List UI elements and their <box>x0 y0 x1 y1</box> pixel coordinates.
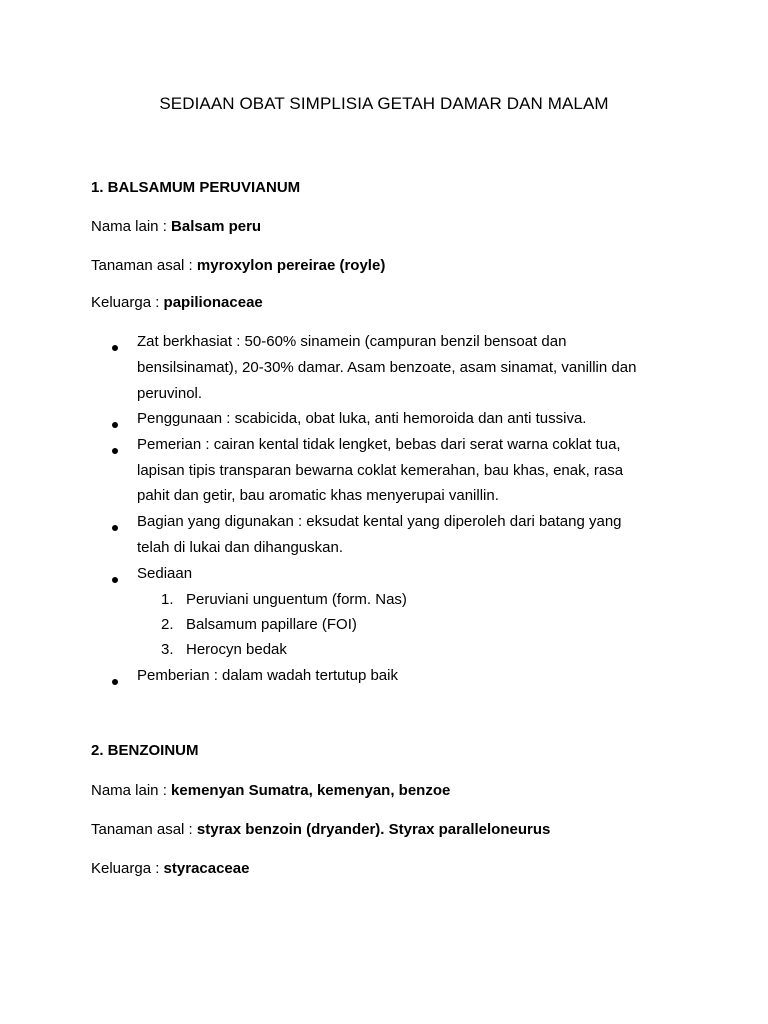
bullet-pemerian-line-1: Pemerian : cairan kental tidak lengket, bebas dari serat warna coklat tua, <box>137 436 621 453</box>
bullet-bagian-line-1: Bagian yang digunakan : eksudat kental yang diperoleh dari batang yang <box>137 513 622 530</box>
nama-lain-label: Nama lain : <box>91 782 172 799</box>
section-2-nama-lain <box>91 782 450 799</box>
bullet-sediaan: Sediaan <box>137 565 193 582</box>
document-title: SEDIAAN OBAT SIMPLISIA GETAH DAMAR DAN MALAM <box>159 94 609 113</box>
sediaan-item: Peruviani unguentum (form. Nas) <box>186 591 407 608</box>
bullet-pemberian: Pemberian : dalam wadah tertutup baik <box>137 667 398 684</box>
bullet-icon <box>111 519 119 534</box>
tanaman-asal-label: Tanaman asal : <box>91 257 197 274</box>
bullet-zat-line-1: Zat berkhasiat : 50-60% sinamein (campuran benzil bensoat dan <box>137 333 567 350</box>
sediaan-item-number: 2. <box>161 616 174 633</box>
bullet-zat-line-3: peruvinol. <box>137 385 203 402</box>
bullet-zat-line-2: bensilsinamat), 20-30% damar. Asam benzoate, asam sinamat, vanillin dan <box>137 359 637 376</box>
tanaman-asal-value: styrax benzoin (dryander). Styrax paralleloneurus <box>196 821 551 838</box>
bullet-pemerian-line-3: pahit dan getir, bau aromatic khas menyerupai vanillin. <box>137 487 499 504</box>
nama-lain-value: kemenyan Sumatra, kemenyan, benzoe <box>171 782 451 799</box>
bullet-icon <box>111 442 119 457</box>
section-1-nama-lain <box>91 218 261 235</box>
bullet-bagian-line-2: telah di lukai dan dihanguskan. <box>137 539 343 556</box>
bullet-icon <box>111 673 119 688</box>
section-2-tanaman-asal <box>91 821 550 838</box>
keluarga-value: papilionaceae <box>163 294 263 311</box>
bullet-penggunaan: Penggunaan : scabicida, obat luka, anti hemoroida dan anti tussiva. <box>137 410 587 427</box>
bullet-icon <box>111 571 119 586</box>
bullet-icon <box>111 416 119 431</box>
section-2-keluarga <box>91 860 249 877</box>
tanaman-asal-value: myroxylon pereirae (royle) <box>196 257 386 274</box>
section-2-heading: 2. BENZOINUM <box>91 742 199 759</box>
section-1-heading: 1. BALSAMUM PERUVIANUM <box>91 179 301 196</box>
sediaan-item-number: 3. <box>161 641 174 658</box>
keluarga-label: Keluarga : <box>91 860 164 877</box>
nama-lain-label: Nama lain : <box>91 218 172 235</box>
bullet-pemerian-line-2: lapisan tipis transparan bewarna coklat kemerahan, bau khas, enak, rasa <box>137 462 624 479</box>
tanaman-asal-label: Tanaman asal : <box>91 821 197 838</box>
keluarga-value: styracaceae <box>163 860 250 877</box>
nama-lain-value: Balsam peru <box>171 218 262 235</box>
sediaan-item: Balsamum papillare (FOI) <box>186 616 357 633</box>
bullet-icon <box>111 339 119 354</box>
sediaan-item: Herocyn bedak <box>186 641 287 658</box>
section-1-tanaman-asal <box>91 257 385 274</box>
section-1-keluarga <box>91 294 263 311</box>
keluarga-label: Keluarga : <box>91 294 164 311</box>
sediaan-item-number: 1. <box>161 591 174 608</box>
